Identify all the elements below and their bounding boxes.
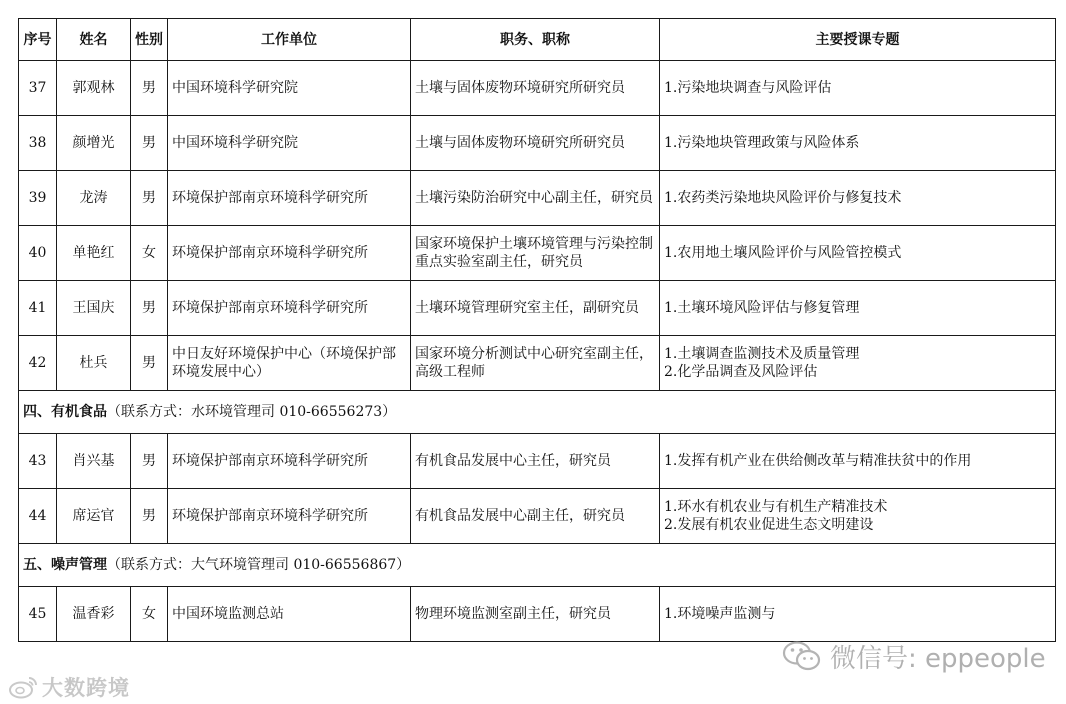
section-row-organic-food xyxy=(19,391,1056,434)
cell-no: 43 xyxy=(19,434,57,489)
cell-topics xyxy=(660,61,1056,116)
cell-no: 40 xyxy=(19,226,57,281)
table-row xyxy=(19,171,1056,226)
cell-name: 王国庆 xyxy=(57,281,131,336)
topic-item: 1.污染地块调查与风险评估 xyxy=(664,80,832,96)
header-title: 职务、职称 xyxy=(411,19,660,61)
header-unit: 工作单位 xyxy=(168,19,411,61)
cell-no: 39 xyxy=(19,171,57,226)
cell-name: 杜兵 xyxy=(57,336,131,391)
cell-no: 44 xyxy=(19,489,57,544)
cell-name: 温香彩 xyxy=(57,587,131,642)
cell-name: 席运官 xyxy=(57,489,131,544)
cell-title: 有机食品发展中心副主任，研究员 xyxy=(411,489,660,544)
section-contact: （联系方式：大气环境管理司 010-66556867） xyxy=(107,557,411,573)
cell-topics xyxy=(660,489,1056,544)
cell-unit: 中日友好环境保护中心（环境保护部环境发展中心） xyxy=(168,336,411,391)
cell-unit: 环境保护部南京环境科学研究所 xyxy=(168,434,411,489)
cell-topics xyxy=(660,116,1056,171)
cell-gender: 男 xyxy=(131,281,168,336)
header-no: 序号 xyxy=(19,19,57,61)
cell-no: 38 xyxy=(19,116,57,171)
topic-item: 1.土壤调查监测技术及质量管理 xyxy=(664,346,860,362)
wechat-icon xyxy=(782,640,822,672)
topic-item: 1.环水有机农业与有机生产精准技术 xyxy=(664,499,888,515)
cell-no: 41 xyxy=(19,281,57,336)
cell-title: 国家环境分析测试中心研究室副主任，高级工程师 xyxy=(411,336,660,391)
cell-title: 土壤污染防治研究中心副主任，研究员 xyxy=(411,171,660,226)
cell-name: 单艳红 xyxy=(57,226,131,281)
cell-topics xyxy=(660,226,1056,281)
topic-item: 1.农药类污染地块风险评价与修复技术 xyxy=(664,190,902,206)
cell-topics xyxy=(660,281,1056,336)
cell-title: 土壤与固体废物环境研究所研究员 xyxy=(411,116,660,171)
table-row xyxy=(19,336,1056,391)
weibo-watermark-text: 大数跨境 xyxy=(42,676,130,700)
cell-gender: 男 xyxy=(131,336,168,391)
cell-topics xyxy=(660,434,1056,489)
cell-title: 土壤环境管理研究室主任，副研究员 xyxy=(411,281,660,336)
section-row-noise xyxy=(19,544,1056,587)
cell-name: 颜增光 xyxy=(57,116,131,171)
group-c xyxy=(19,587,1056,642)
wechat-watermark-text: 微信号: eppeople xyxy=(830,643,1046,674)
table-row xyxy=(19,61,1056,116)
cell-gender: 男 xyxy=(131,116,168,171)
weibo-watermark xyxy=(8,673,130,701)
table-row xyxy=(19,226,1056,281)
group-a xyxy=(19,61,1056,391)
topic-item: 1.发挥有机产业在供给侧改革与精准扶贫中的作用 xyxy=(664,453,972,469)
cell-no: 45 xyxy=(19,587,57,642)
cell-unit: 环境保护部南京环境科学研究所 xyxy=(168,171,411,226)
topic-item: 1.污染地块管理政策与风险体系 xyxy=(664,135,860,151)
cell-gender: 男 xyxy=(131,171,168,226)
table-row xyxy=(19,489,1056,544)
cell-title: 有机食品发展中心主任，研究员 xyxy=(411,434,660,489)
table-row xyxy=(19,281,1056,336)
cell-unit: 中国环境科学研究院 xyxy=(168,116,411,171)
cell-title: 国家环境保护土壤环境管理与污染控制重点实验室副主任，研究员 xyxy=(411,226,660,281)
cell-unit: 环境保护部南京环境科学研究所 xyxy=(168,281,411,336)
cell-title: 物理环境监测室副主任，研究员 xyxy=(411,587,660,642)
cell-unit: 环境保护部南京环境科学研究所 xyxy=(168,489,411,544)
topic-item: 2.化学品调查及风险评估 xyxy=(664,364,818,380)
cell-name: 龙涛 xyxy=(57,171,131,226)
group-b xyxy=(19,434,1056,544)
cell-unit: 环境保护部南京环境科学研究所 xyxy=(168,226,411,281)
topic-item: 1.土壤环境风险评估与修复管理 xyxy=(664,300,860,316)
header-topics: 主要授课专题 xyxy=(660,19,1056,61)
table-row xyxy=(19,587,1056,642)
cell-name: 肖兴基 xyxy=(57,434,131,489)
cell-gender: 女 xyxy=(131,587,168,642)
cell-no: 42 xyxy=(19,336,57,391)
header-row xyxy=(19,19,1056,61)
cell-name: 郭观林 xyxy=(57,61,131,116)
cell-unit: 中国环境监测总站 xyxy=(168,587,411,642)
section-contact: （联系方式：水环境管理司 010-66556273） xyxy=(107,404,397,420)
weibo-icon xyxy=(8,675,38,699)
header-name: 姓名 xyxy=(57,19,131,61)
section-title: 五、噪声管理 xyxy=(23,557,107,573)
cell-gender: 女 xyxy=(131,226,168,281)
wechat-watermark xyxy=(782,638,1046,674)
cell-title: 土壤与固体废物环境研究所研究员 xyxy=(411,61,660,116)
cell-unit: 中国环境科学研究院 xyxy=(168,61,411,116)
table-row xyxy=(19,434,1056,489)
topic-item: 2.发展有机农业促进生态文明建设 xyxy=(664,517,874,533)
cell-topics xyxy=(660,171,1056,226)
cell-gender: 男 xyxy=(131,434,168,489)
cell-gender: 男 xyxy=(131,61,168,116)
header-gender: 性别 xyxy=(131,19,168,61)
table-row xyxy=(19,116,1056,171)
cell-topics xyxy=(660,336,1056,391)
cell-no: 37 xyxy=(19,61,57,116)
lecturer-table xyxy=(18,18,1056,642)
section-title: 四、有机食品 xyxy=(23,404,107,420)
topic-item: 1.环境噪声监测与 xyxy=(664,606,776,622)
topic-item: 1.农用地土壤风险评价与风险管控模式 xyxy=(664,245,902,261)
cell-topics xyxy=(660,587,1056,642)
cell-gender: 男 xyxy=(131,489,168,544)
